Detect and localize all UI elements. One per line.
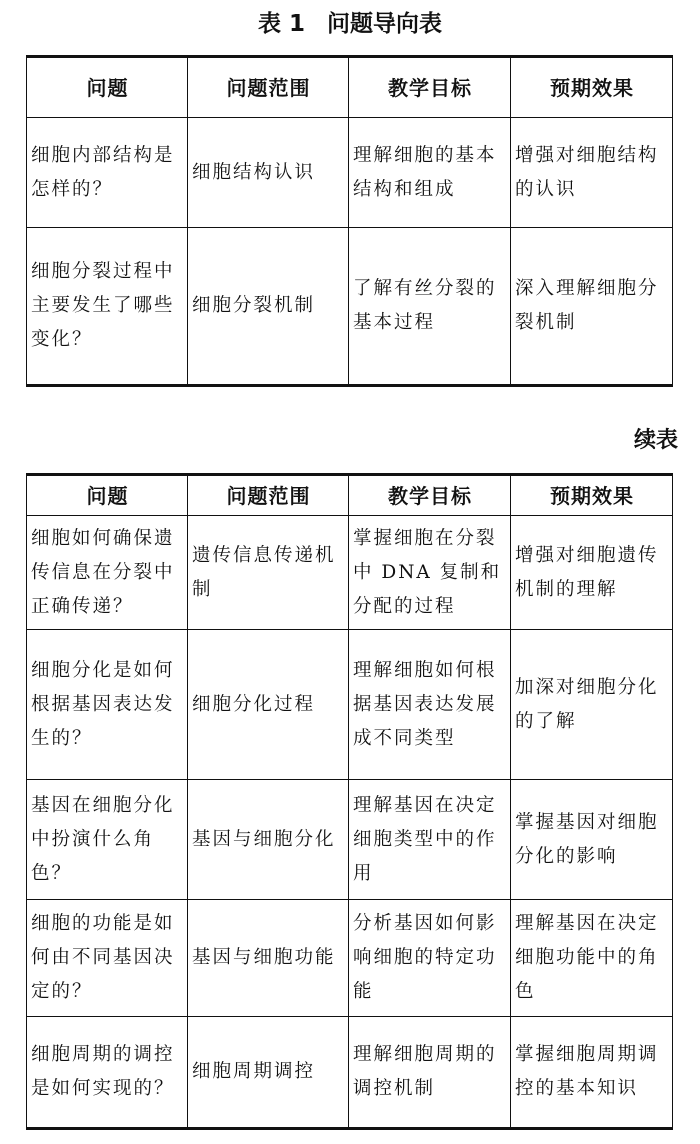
cell-scope: 细胞分裂机制 [188,228,349,386]
cell-expected-effect: 掌握基因对细胞分化的影响 [511,780,673,900]
question-guide-table-continued [26,473,673,1130]
cell-expected-effect: 增强对细胞结构的认识 [511,118,673,228]
cell-teaching-goal: 掌握细胞在分裂中 DNA 复制和分配的过程 [349,516,511,630]
cell-expected-effect: 理解基因在决定细胞功能中的角色 [511,900,673,1017]
table-caption [0,6,700,42]
question-guide-table [26,55,673,387]
header-scope: 问题范围 [188,475,349,516]
cell-scope: 细胞结构认识 [188,118,349,228]
cell-question: 细胞内部结构是怎样的？ [27,118,188,228]
table-row [27,118,673,228]
cell-teaching-goal: 理解细胞的基本结构和组成 [349,118,511,228]
table-row [27,1017,673,1129]
cell-question: 细胞分化是如何根据基因表达发生的？ [27,630,188,780]
cell-scope: 遗传信息传递机制 [188,516,349,630]
table-header-row [27,475,673,516]
cell-expected-effect: 掌握细胞周期调控的基本知识 [511,1017,673,1129]
header-teaching-goal: 教学目标 [349,57,511,118]
cell-scope: 细胞分化过程 [188,630,349,780]
cell-expected-effect: 深入理解细胞分裂机制 [511,228,673,386]
cell-teaching-goal: 分析基因如何影响细胞的特定功能 [349,900,511,1017]
table-row [27,516,673,630]
table-header-row [27,57,673,118]
continued-label: 续表 [633,428,678,453]
table-row [27,228,673,386]
cell-question: 细胞分裂过程中主要发生了哪些变化？ [27,228,188,386]
cell-question: 细胞如何确保遗传信息在分裂中正确传递？ [27,516,188,630]
cell-scope: 细胞周期调控 [188,1017,349,1129]
table-row [27,900,673,1017]
cell-teaching-goal: 理解基因在决定细胞类型中的作用 [349,780,511,900]
header-expected-effect: 预期效果 [511,475,673,516]
header-teaching-goal: 教学目标 [349,475,511,516]
header-question: 问题 [27,475,188,516]
table-row [27,780,673,900]
cell-teaching-goal: 理解细胞如何根据基因表达发展成不同类型 [349,630,511,780]
table-row [27,630,673,780]
cell-teaching-goal: 了解有丝分裂的基本过程 [349,228,511,386]
cell-scope: 基因与细胞分化 [188,780,349,900]
cell-expected-effect: 加深对细胞分化的了解 [511,630,673,780]
cell-question: 细胞周期的调控是如何实现的？ [27,1017,188,1129]
header-expected-effect: 预期效果 [511,57,673,118]
cell-scope: 基因与细胞功能 [188,900,349,1017]
cell-question: 细胞的功能是如何由不同基因决定的？ [27,900,188,1017]
cell-expected-effect: 增强对细胞遗传机制的理解 [511,516,673,630]
table-number: 表 1 [257,11,305,37]
cell-question: 基因在细胞分化中扮演什么角色？ [27,780,188,900]
header-scope: 问题范围 [188,57,349,118]
table-title: 问题导向表 [327,11,442,37]
cell-teaching-goal: 理解细胞周期的调控机制 [349,1017,511,1129]
header-question: 问题 [27,57,188,118]
